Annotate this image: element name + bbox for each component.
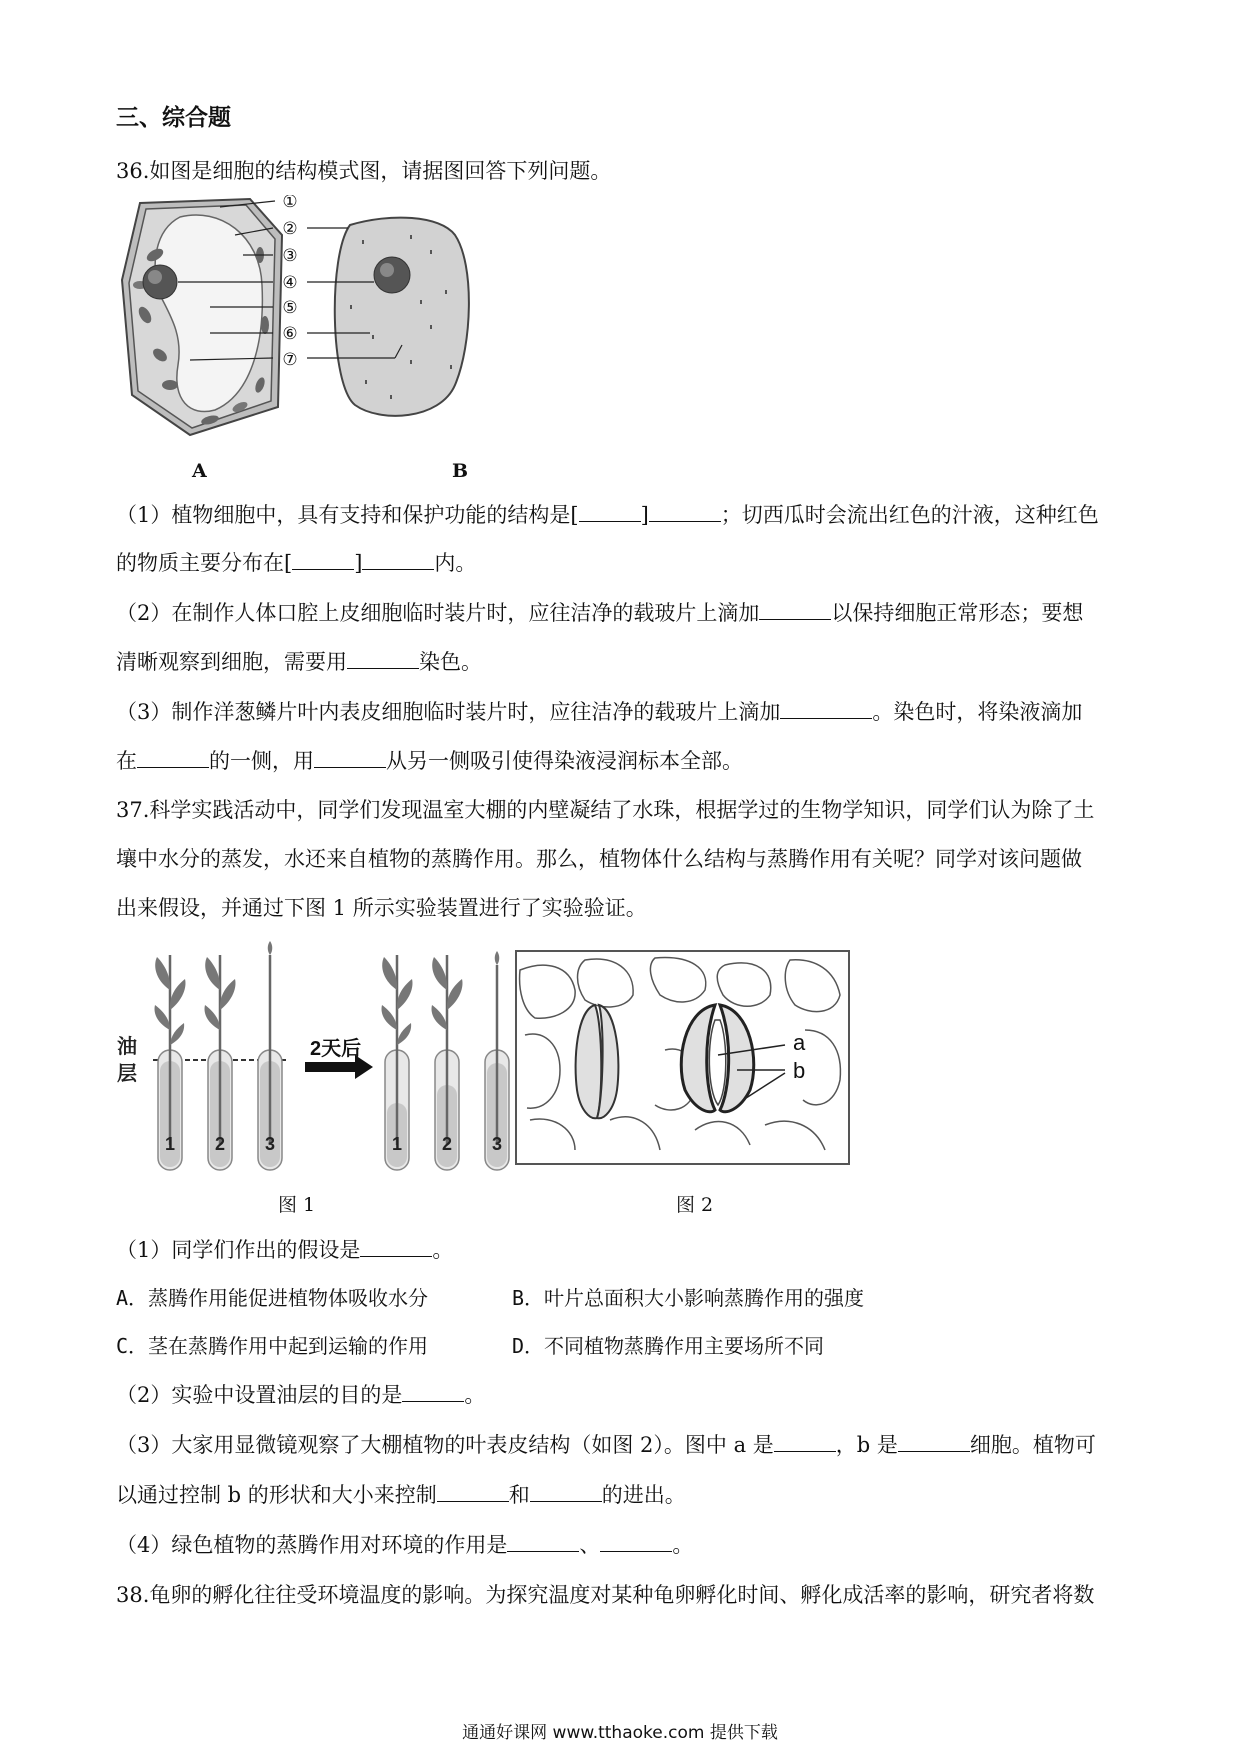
q36-stem: 36.如图是细胞的结构模式图，请据图回答下列问题。	[116, 159, 612, 183]
tube-number: 2	[214, 1134, 226, 1154]
q37-part3-line2: 以通过控制 b 的形状和大小来控制 和 的进出。	[116, 1483, 686, 1507]
q38-stem-line1: 38.龟卵的孵化往往受环境温度的影响。为探究温度对某种龟卵孵化时间、孵化成活率的影响，研究者将数	[116, 1583, 1095, 1607]
label-3: ③	[282, 246, 298, 265]
fig1-caption: 图 1	[278, 1194, 316, 1216]
q36-part2-line2: 清晰观察到细胞，需要用 染色。	[116, 650, 482, 674]
figure1-test-tubes	[115, 935, 515, 1175]
q37-option-c: C．茎在蒸腾作用中起到运输的作用	[116, 1334, 429, 1358]
figure2-stomata	[515, 950, 850, 1165]
q37-part2: （2）实验中设置油层的目的是 。	[116, 1383, 486, 1407]
tube-number: 3	[491, 1134, 503, 1154]
cell-a-caption: A	[192, 460, 207, 482]
tube-number: 1	[391, 1134, 403, 1154]
stoma-pore	[709, 1020, 725, 1105]
q37-stem-line2: 壤中水分的蒸发，水还来自植物的蒸腾作用。那么，植物体什么结构与蒸腾作用有关呢？同学对该问题做	[116, 847, 1082, 871]
q37-stem-line3: 出来假设，并通过下图 1 所示实验装置进行了实验验证。	[116, 896, 647, 920]
tube-number: 1	[164, 1134, 176, 1154]
q37-stem-line1: 37.科学实践活动中，同学们发现温室大棚的内壁凝结了水珠，根据学过的生物学知识，同学们认为除了土	[116, 798, 1095, 822]
q37-part3-line1: （3）大家用显微镜观察了大棚植物的叶表皮结构（如图 2）。图中 a 是 ，b 是 细胞。植物可	[116, 1433, 1096, 1457]
tube-number: 2	[441, 1134, 453, 1154]
q37-option-b: B．叶片总面积大小影响蒸腾作用的强度	[512, 1286, 865, 1310]
q36-part1-line2: 的物质主要分布在[ ] 内。	[116, 551, 477, 575]
fig2-caption: 图 2	[676, 1194, 714, 1216]
q37-part4: （4）绿色植物的蒸腾作用对环境的作用是 、 。	[116, 1533, 694, 1557]
section-title: 三、综合题	[116, 104, 231, 131]
label-2: ②	[282, 219, 298, 238]
arrow-label: 2天后	[310, 1038, 362, 1060]
label-4: ④	[282, 273, 298, 292]
label-5: ⑤	[282, 298, 298, 317]
cell-structure-figure	[110, 195, 530, 445]
q36-part3-line1: （3）制作洋葱鳞片叶内表皮细胞临时装片时，应往洁净的载玻片上滴加 。染色时，将染液滴加	[116, 700, 1083, 724]
fig2-label-a: a	[793, 1030, 806, 1055]
page-footer: 通通好课网 www.tthaoke.com 提供下载	[462, 1723, 778, 1743]
tube-number: 3	[264, 1134, 276, 1154]
q36-part3-line2: 在 的一侧，用 从另一侧吸引使得染液浸润标本全部。	[116, 749, 743, 773]
q37-option-d: D．不同植物蒸腾作用主要场所不同	[512, 1334, 825, 1358]
label-7: ⑦	[282, 350, 298, 369]
oil-label-1: 油	[117, 1036, 137, 1058]
cell-b-membrane	[335, 218, 469, 416]
cell-b-caption: B	[452, 460, 469, 482]
cell-a-nucleus	[143, 265, 177, 299]
q37-option-a: A．蒸腾作用能促进植物体吸收水分	[116, 1286, 429, 1310]
q36-part2-line1: （2）在制作人体口腔上皮细胞临时装片时，应往洁净的载玻片上滴加 以保持细胞正常形态；要想	[116, 601, 1084, 625]
label-1: ①	[282, 195, 298, 211]
fig2-label-b: b	[793, 1058, 806, 1083]
q36-part1-line1: （1）植物细胞中，具有支持和保护功能的结构是[ ] ；切西瓜时会流出红色的汁液，这种红色	[116, 503, 1099, 527]
label-6: ⑥	[282, 324, 298, 343]
oil-label-2: 层	[117, 1063, 137, 1085]
q37-part1: （1）同学们作出的假设是 。	[116, 1238, 454, 1262]
cell-b-nucleus	[374, 257, 410, 293]
